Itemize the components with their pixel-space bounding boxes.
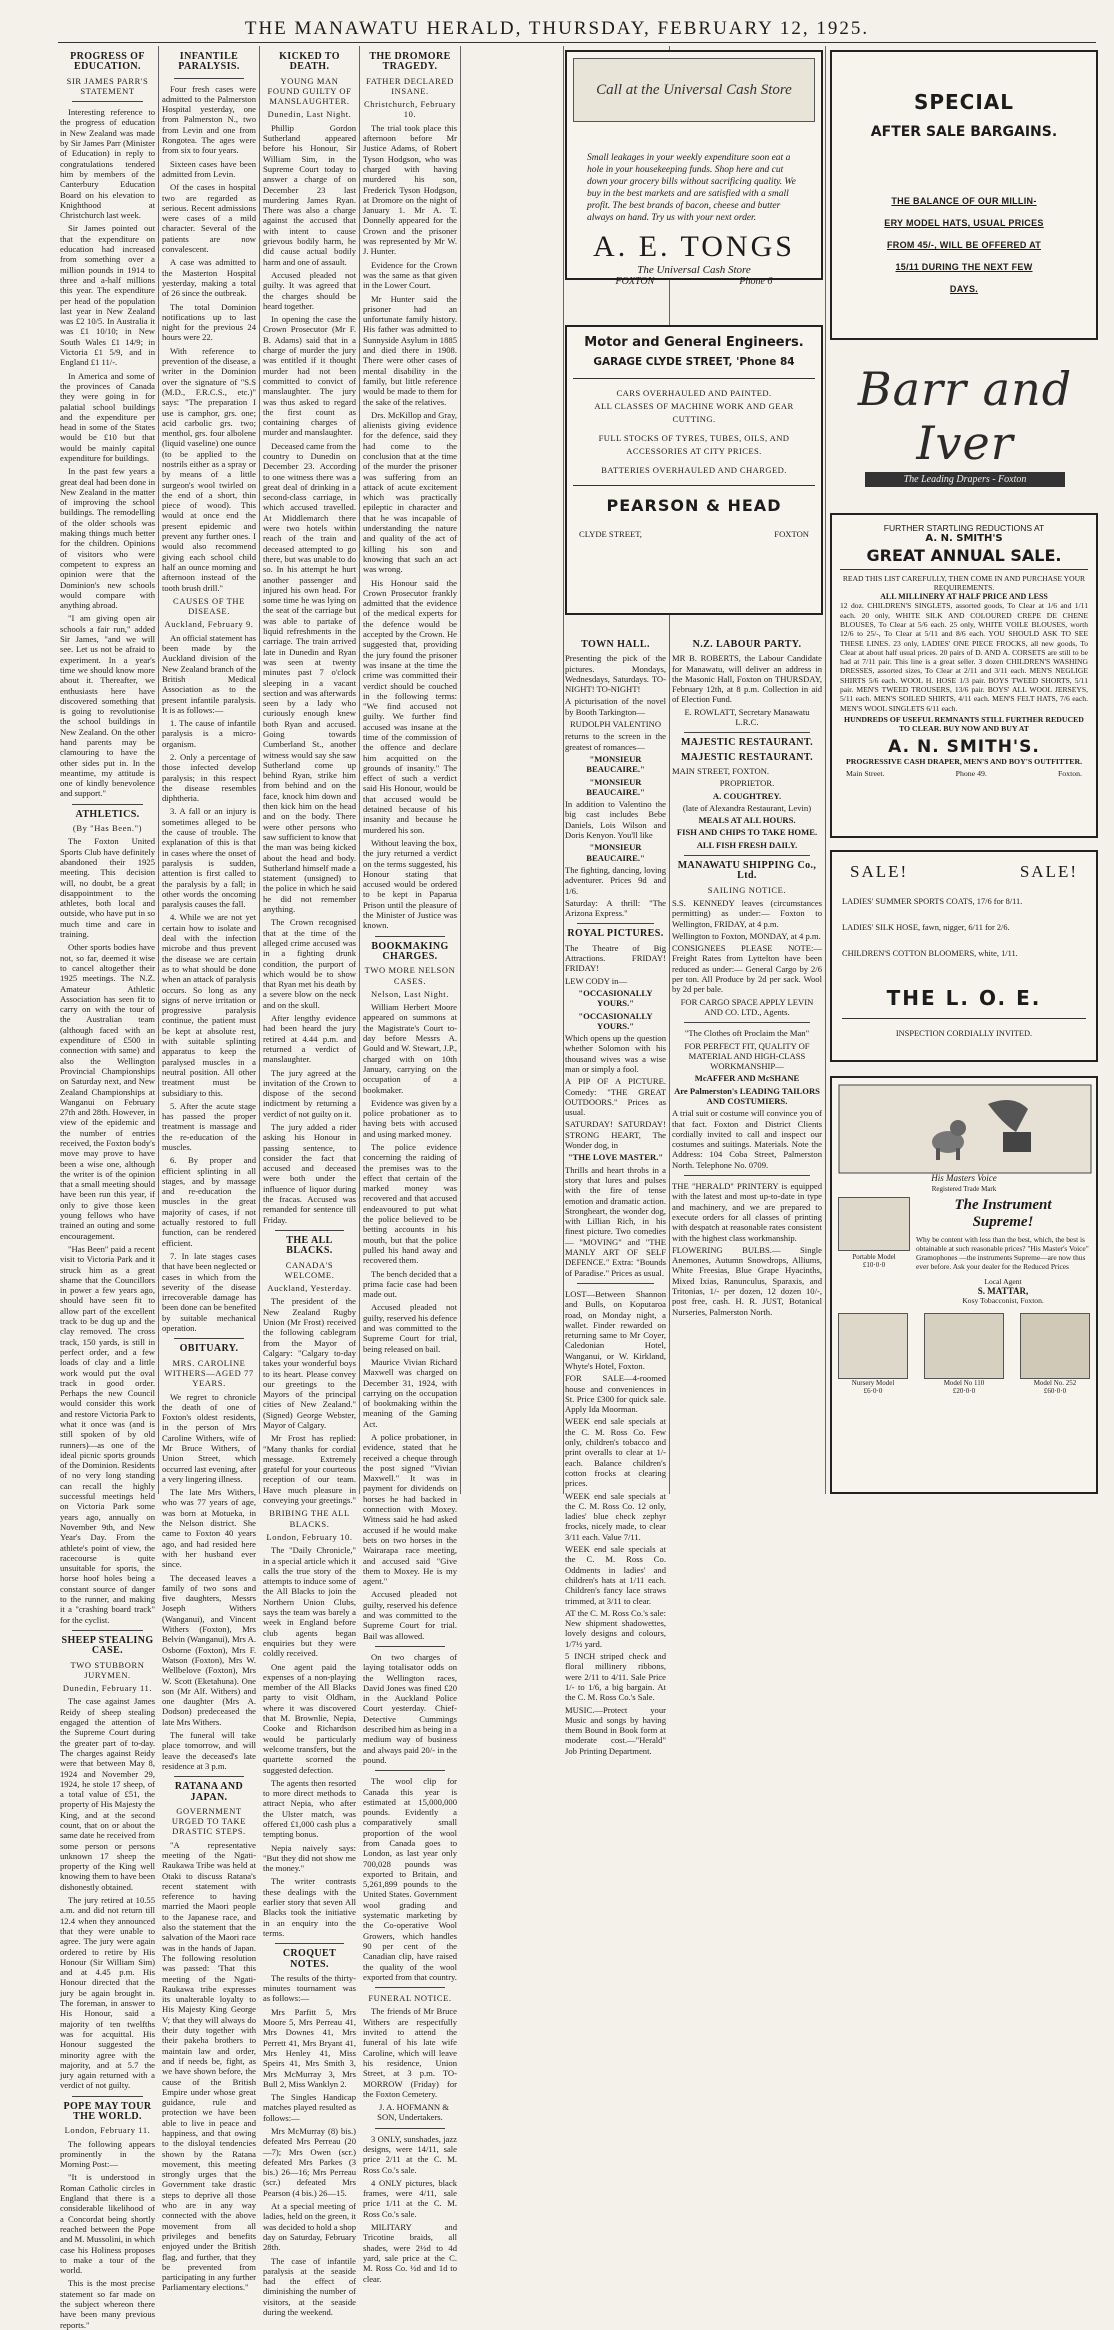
paragraph: With reference to prevention of the disease, a writer in the Dominion over the signature of "S.S (M.D., F.R.C.S., etc.)" says: "The preparation I use is camphor, grs. one; acid carbolic grs. two; menthol, grs. four albolene (liquid vaseline) one ounce (to be applied to the nostrils either as a spray or by means of a little surgeon's wool twirled on the end of a short, thin piece of wood). This would at once end the present epidemic and prevent any further ones. I would also recommend giving each school child half an ounce morning and afternoon instead of the tooth brush drill.": [162, 345, 256, 593]
film-title: "THE LOVE MASTER.": [567, 1152, 664, 1163]
pearson-sub: GARAGE CLYDE STREET, 'Phone 84: [593, 356, 795, 368]
paragraph: Are Palmerston's LEADING TAILORS AND COSTUMIERS.: [674, 1085, 820, 1106]
model-price: £6·0·0: [863, 1387, 883, 1395]
paragraph: In America and some of the provinces of Canada they were going in for palatial school buildings and the expenditure per head in some of the States would be £10 but that would be mainly capital expenditure for buildings.: [60, 370, 155, 463]
model-name: Model No 110: [943, 1379, 985, 1387]
smith-name-big: A. N. SMITH'S.: [888, 736, 1040, 757]
paragraph: The following appears prominently in the Morning Post:—: [60, 2138, 155, 2170]
dateline: Dunedin, February 11.: [62, 1683, 153, 1694]
hmv-body: Why be content with less than the best, which, the best is obtainable at such reasonable prices? "His Master's Voice" Gramophones —the instruments Supreme—are now thus ever before. Ask your dealer for the Reduced Prices: [916, 1235, 1089, 1271]
subheadline: CANADA'S WELCOME.: [284, 1259, 335, 1280]
paragraph: The bench decided that a prima facie case had been made out.: [363, 1268, 457, 1300]
paragraph: Accused pleaded not guilty, reserved his defence and was committed to the Supreme Court for trial. Bail was allowed.: [363, 1589, 457, 1641]
headline: PROGRESS OF EDUCATION.: [70, 51, 145, 73]
masthead-rule: [58, 42, 1096, 43]
tongs-body: Small leakages in your weekly expenditure soon eat a hole in your housekeeping funds. Shop here and cut down your grocery bills without sacrificing quality. We buy in the best markets and are satisfied with a small profit. The best brands of bacon, cheese and butter always on hand. Try us with your next order.: [587, 153, 796, 223]
paragraph: 1. The cause of infantile paralysis is a micro-organism.: [162, 718, 256, 749]
column-rule: [359, 46, 360, 1494]
paragraph: 2. Only a percentage of those infected develop paralysis; in this respect the disease resembles diphtheria.: [162, 752, 256, 804]
divider: [375, 1646, 445, 1647]
tailor-name: McAFFER AND McSHANE: [694, 1073, 800, 1084]
pearson-head-advert: [565, 325, 823, 615]
nursery-gramophone-icon: [838, 1313, 908, 1379]
paragraph: This is the most precise statement so far made on the subject whereon there have been many previous reports.": [60, 2278, 155, 2330]
smith-name-small: A. N. SMITH'S: [925, 533, 1003, 544]
subheadline: FUNERAL NOTICE.: [368, 1993, 452, 2004]
divider: [577, 1283, 654, 1284]
film-title: "OCCASIONALLY YOURS.": [578, 987, 653, 1009]
subheadline: MRS. CAROLINE WITHERS—AGED 77 YEARS.: [164, 1357, 254, 1389]
paragraph: returns to the screen in the greatest of romances—: [565, 731, 666, 752]
paragraph: Interesting reference to the progress of education in New Zealand was made by Sir James Parr (Minister of Education) in reply to congratulations tendered him by members of the Canterbury Education Board on his elevation to Knighthood at Christchurch last week.: [60, 107, 155, 221]
smith-head: ALL MILLINERY AT HALF PRICE AND LESS: [880, 592, 1048, 602]
paragraph: Other sports bodies have not, so far, deemed it wise to cancel altogether their 1925 meetings. The N.Z. Amateur Athletic Association has seen fit to carry on with the tour of the Australian team (although faced with an expenditure of £500 in connection with same) and also the Wellington Provincial Championships on Saturday next, and New Zealand Championships at Wanganui on February 27th and 28th. However, in view of the epidemic and the number of entries received, the Foxton body's move may prove to have been a wise one, although the writer is of the opinion that a small meeting should have been run this year, if only to give those keen young fellows who have trained an outing and some encouragement.: [60, 942, 155, 1241]
paragraph: The Theatre of Big Attractions. FRIDAY! FRIDAY!: [565, 942, 666, 974]
special-line: ERY MODEL HATS, USUAL PRICES: [884, 218, 1044, 228]
tongs-advert: [565, 50, 823, 287]
dateline: London, February 11.: [64, 2125, 151, 2136]
column-rule: [158, 46, 159, 1494]
film-title: "MONSIEUR BEAUCAIRE.": [586, 776, 645, 797]
model-price: £20·0·0: [952, 1387, 976, 1395]
divider: [375, 1770, 445, 1771]
loe-name: THE L. O. E.: [886, 986, 1042, 1010]
column-rule: [825, 46, 826, 1494]
smith-foot: HUNDREDS OF USEFUL REMNANTS STILL FURTHER REDUCED TO CLEAR. BUY NOW AND BUY AT: [844, 714, 1084, 734]
paragraph: An official statement has been made by the Auckland division of the New Zealand branch of the British Medical Association as to the present infantile paralysis. It is as follows:—: [162, 632, 256, 715]
pearson-title: Motor and General Engineers.: [584, 335, 804, 350]
paragraph: The Foxton United Sports Club have definitely abandoned their 1925 meeting. This decision will, no doubt, be a great disappointment to the athletes, both local and outside, who have put in so much time and care in training.: [60, 836, 155, 940]
special-line: THE BALANCE OF OUR MILLIN-: [891, 196, 1037, 206]
paragraph: MEALS AT ALL HOURS.: [698, 815, 796, 826]
column-1: [60, 48, 156, 2330]
signature: J. A. HOFMANN & SON, Undertakers.: [377, 2102, 449, 2123]
paragraph: The total Dominion notifications up to last night for the previous 24 hours were 22.: [162, 301, 256, 343]
sale-item: LADIES' SUMMER SPORTS COATS, 17/6 for 8/11.: [842, 897, 1023, 906]
subheadline: SIR JAMES PARR'S STATEMENT: [66, 75, 149, 96]
tongs-place: FOXTON: [615, 276, 655, 287]
sale-item: CHILDREN'S COTTON BLOOMERS, white, 1/11.: [842, 949, 1018, 958]
paragraph: The president of the New Zealand Rugby Union (Mr Frost) received the following cablegram from the Mayor of Calgary: "Calgary to-day takes your wonderful boys to its heart. Please convey our greetings to the Mayors of the principal cities of New Zealand." (Signed) George Webster, Mayor of Calgary.: [263, 1296, 356, 1430]
headline: POPE MAY TOUR THE WORLD.: [63, 2100, 152, 2122]
paragraph: Mr Hunter said the prisoner had an unfortunate family history. His father was admitted to Sunnyside Asylum in 1885 and died there in 1908. There were other cases of mental disability in the family, but little reference would be made to them for the sake of the relatives.: [363, 293, 457, 407]
dateline: Auckland, Yesterday.: [267, 1283, 352, 1294]
paragraph: FISH AND CHIPS TO TAKE HOME.: [676, 827, 818, 838]
paragraph: After lengthy evidence had been heard the jury retired at 4.44 p.m. and returned a verdict of manslaughter.: [263, 1013, 356, 1065]
divider: [577, 923, 654, 924]
film-title: "MONSIEUR BEAUCAIRE.": [586, 842, 645, 863]
divider: [275, 1230, 344, 1231]
special-title: SPECIAL: [913, 90, 1015, 114]
headline: INFANTILE PARALYSIS.: [178, 51, 240, 73]
paragraph: The Crown recognised that at the time of the alleged crime accused was in a fighting drunk condition, the purport of which would be to show that Ryan met his death by a severe blow on the neck and on the skull.: [263, 917, 356, 1010]
paragraph: The case against James Reidy of sheep stealing engaged the attention of the Supreme Court during the greater part of to-day. The charges against Reidy were that between May 8, 1924 and November 29, 1924, he stole 17 sheep, of a total value of £51, the property of His Majesty the King, and at the second count, that on or about the same date he received from some person or persons unknown 17 sheep the property of the King well knowing them to have been dishonestly obtained.: [60, 1696, 155, 1892]
paragraph: In opening the case the Crown Prosecutor (Mr F. B. Adams) said that in a charge of murder the jury was entitled if it thought murder had not been committed to convict of manslaughter. The jury was thus asked to regard the first count as containing charges of murder and manslaughter.: [263, 314, 356, 438]
smith-title: GREAT ANNUAL SALE.: [866, 546, 1062, 565]
paragraph: PROPRIETOR.: [719, 778, 775, 789]
hmv-agent-label: Local Agent: [984, 1277, 1022, 1286]
column-5: [565, 636, 666, 1756]
smith-street: Main Street.: [846, 768, 885, 778]
headline: ATHLETICS.: [75, 808, 140, 820]
paragraph: The writer contrasts these dealings with the earlier story that seven All Blacks took the initiative in an enquiry into the terms.: [263, 1876, 356, 1938]
divider: [684, 732, 810, 733]
special-bargains-advert: [830, 50, 1098, 340]
column-4: [363, 48, 457, 2284]
smith-sale-advert: [830, 513, 1098, 838]
divider: [72, 1630, 143, 1631]
divider: [275, 1943, 344, 1944]
paragraph: At a special meeting of ladies, held on the green, it was decided to hold a shop day on Saturday, February 28th.: [263, 2201, 356, 2253]
classified: WEEK end sale specials at the C. M. Ross Co. Few only, children's tobacco and print overalls to clear at 1/- each. Balance children's cotton frocks at clearing prices.: [565, 1416, 666, 1489]
signature: E. ROWLATT, Secretary Manawatu L.R.C.: [684, 706, 810, 728]
paragraph: The jury agreed at the invitation of the Crown to dispose of the second indictment by returning a verdict of not guilty on it.: [263, 1067, 356, 1119]
masthead-title: THE MANAWATU HERALD, THURSDAY, FEBRUARY 12, 1925.: [244, 18, 870, 39]
tongs-tagline: The Universal Cash Store: [637, 264, 751, 276]
column-3: [263, 48, 357, 2318]
paragraph: On two charges of laying totalisator odds on the Wellington races, David Jones was fined £20 in the Auckland Police Court yesterday. Chief-Detective Cummings described him as being in a medium way of business and always paid 20/- in the pound.: [363, 1651, 457, 1765]
column-rule: [563, 46, 564, 1494]
special-subtitle: AFTER SALE BARGAINS.: [870, 124, 1058, 140]
paragraph: Nepia naively says: "But they did not show me the money.": [263, 1842, 356, 1874]
paragraph: The Singles Handicap matches played resulted as follows:—: [263, 2092, 356, 2123]
sale-heading: SALE!: [850, 862, 909, 881]
loe-sale-advert: [830, 850, 1098, 1062]
proprietor-name: A. COUGHTREY.: [712, 790, 782, 801]
barr-iver-logo: Barr and Iver: [857, 362, 1073, 470]
paragraph: (late of Alexandra Restaurant, Levin): [682, 802, 812, 813]
model-name: Model No. 252: [1033, 1379, 1077, 1387]
paragraph: The deceased leaves a family of two sons and five daughters, Messrs Joseph Withers (Wanganui), and Vincent Withers (Foxton), Mrs Belvin (Wanganui), Mrs A. Osborne (Foxton), Mrs F. Watson (Foxton), Mrs W. Wellbelove (Foxton), Mrs W. Scott (Eketahuna). One son (Mr Alf. Withers) and one daughter (Mrs A. Dodson) predeceased the late Mrs Withers.: [162, 1572, 256, 1727]
hmv-title: Supreme!: [972, 1214, 1034, 1230]
headline: SHEEP STEALING CASE.: [61, 1634, 154, 1657]
paragraph: FOR CARGO SPACE APPLY LEVIN AND CO. LTD., Agents.: [680, 996, 814, 1017]
classified: FLOWERING BULBS.— Single Anemones, Autumn Snowdrops, Alliums, White Freesias, Blue Grape Hyacinths, Mixed Ixias, Ranunculus, Sparaxis, and Tritonias, 1/- per dozen, 12 dozen 10/-, post free, cash. H. R. JUST, Botanical Nurseries, Palmerston North.: [672, 1244, 822, 1317]
barr-iver-banner: The Leading Drapers - Foxton: [865, 472, 1065, 487]
paragraph: In the past few years a great deal had been done in New Zealand in the matter of improving the school buildings. The remodelling of the older schools was making things much better for the children. Opinions of visitors who were competent to express an opinion were that the Dominion's new schools would compare with anything abroad.: [60, 466, 155, 611]
paragraph: A case was admitted to the Masterton Hospital yesterday, making a total of 26 since the outbreak.: [162, 257, 256, 299]
pearson-street: CLYDE STREET,: [579, 529, 642, 539]
paragraph: "A representative meeting of the Ngati-Raukawa Tribe was held at Otaki to discuss Ratana's recent statement with reference to having married the Maori people to the Japanese race, and also the statement that the salvation of the Maori race was in the hands of Japan. The following resolution was passed: 'That this meeting of the Ngati-Raukawa tribe expresses its unalterable loyalty to His Majesty King George V; that they will always do their duty together with their pakeha brothers to maintain law and order, and if needs be, fight, as we have shown before, the cause of the British Empire under whose great guidance, rule and protection we have been able to live in peace and happiness, and that owing to the disloyal tendencies shown by the Ratana movement, this meeting strongly urges that the Government take drastic steps to deprive all those who are in any way connected with the above movement from all privileges and benefits enjoyed under the British flag, and further, that they be prevented from participating in any further Parliamentary elections.": [162, 1839, 256, 2293]
smith-items: 12 doz. CHILDREN'S SINGLETS, assorted goods, To Clear at 1/6 and 1/11 each. 20 only, WHITE SILK AND COLOURED CREPE DE CHENE BLOUSES, To Clear at 5/6 each. 25 only, WHITE VOILE BLOUSES, worth 12/6 to 25/-, To Clear at 5/11 and 8/6 each. YOU SHOULD ASK TO SEE THESE LINES. 23 only, LADIES' ONE PIECE FROCKS, all new goods, To Clear at about half usual prices. 20 pairs of D. AND A. CORSETS are still to be had at 7/11 pair. This line is a great seller. 3 dozen CHILDREN'S WASHING DRESSES, assorted sizes, To Clear at 2/11 and 3/11 each. MEN'S NEGLIGE SHIRTS 5/6 each. WOOL H. HOSE 1/3 pair. BOYS TWEED SHORTS, 5/11 pair. MEN'S TWEED TROUSERS, 13/6 pair. BOYS' ALL WOOL JERSEYS, 5/11 each. MEN'S SOILED SHIRTS, 4/11 each. MEN'S FELT HATS, 7/6 each. MEN'S WOOL SINGLETS 6/11 each.: [840, 601, 1088, 713]
headline: N.Z. LABOUR PARTY.: [692, 639, 802, 650]
model-price: £10·0·0: [862, 1261, 886, 1269]
film-title: "OCCASIONALLY YOURS.": [578, 1010, 653, 1031]
paragraph: "It is understood in Roman Catholic circles in England that there is a considerable likelihood of a Concordat being shortly reached between the Pope and M. Mussolini, in which case his Holiness proposes to make a tour of the world.: [60, 2172, 156, 2276]
headline: MAJESTIC RESTAURANT.: [680, 751, 814, 763]
smith-phone: Phone 49.: [955, 768, 987, 778]
film-title: "MONSIEUR BEAUCAIRE.": [586, 753, 645, 775]
paragraph: Which opens up the question whether Solomon with his thousand wives was a wise man or simply a fool.: [565, 1033, 666, 1074]
paragraph: The case of infantile paralysis at the seaside had the effect of diminishing the number of visitors, at the seaside during the weekend.: [263, 2255, 356, 2318]
headline: CROQUET NOTES.: [282, 1948, 337, 1970]
paragraph: 5. After the acute stage has passed the proper treatment is massage and the re-education of the muscles.: [162, 1100, 256, 1152]
paragraph: Accused pleaded not guilty, reserved his defence and was committed to the Supreme Court for trial, being released on bail.: [363, 1302, 457, 1354]
paragraph: Presenting the pick of the pictures. Mondays, Wednesdays, Saturdays. TO-NIGHT! TO-NIGHT!: [565, 653, 666, 695]
cabinet-gramophone-icon: [924, 1313, 1004, 1379]
paragraph: Mrs Parfitt 5, Mrs Moore 5, Mrs Perreau 41, Mrs Downes 41, Mrs Perrett 41, Mrs Bryant 41, Mrs Henley 41, Miss Speirs 41, Mrs Smith 3, Mrs McMurray 3, Mrs Bull 2, Miss Wanklyn 2.: [263, 2006, 356, 2089]
paragraph: The results of the thirty-minutes tournament was as follows:—: [263, 1972, 356, 2004]
hmv-title: The Instrument: [954, 1197, 1052, 1213]
headline: RATANA AND JAPAN.: [174, 1781, 244, 1803]
paragraph: RUDOLPH VALENTINO: [569, 719, 662, 730]
barr-iver-advert: [835, 362, 1095, 485]
smith-pre: FURTHER STARTLING REDUCTIONS AT: [883, 523, 1045, 533]
dateline: London, February 10.: [266, 1531, 353, 1542]
paragraph: A picturisation of the novel by Booth Tarkington—: [565, 696, 666, 717]
classified: WEEK end sale specials at the C. M. Ross Co. Oddments in ladies' and children's hats at 1/11 each. Children's fancy lace straws trimmed, at 3/11 to clear.: [565, 1544, 666, 1606]
paragraph: The jury retired at 10.55 a.m. and did not return till 12.4 when they announced that they were unable to agree. The jury were again ordered to retire by His Honour (Sir William Sim) and at 4.45 p.m. His Honour directed that the jury be again brought in. The foreman, in answer to His Honour, said a majority of ten twelfths was for acquittal. His Honour suggested the minority agree with the majority, and at 5.7 the jury again returned with a verdict of not guilty.: [60, 1895, 155, 2091]
paragraph: We regret to chronicle the death of one of Foxton's oldest residents, in the person of Mrs Caroline Withers, wife of Mr Bruce Withers, of Union Street, which occurred last evening, after a very lingering illness.: [162, 1391, 256, 1484]
dog-gramophone-icon: [838, 1084, 1092, 1174]
pearson-line: FULL STOCKS OF TYRES, TUBES, OILS, AND ACCESSORIES AT CITY PRICES.: [598, 433, 790, 456]
hmv-advert: [830, 1076, 1098, 1494]
paragraph: Sir James pointed out that the expenditure on education had increased from something over a million pounds in 1914 to three and a-half millions this year. The expenditure per head of the population last year in New Zealand was £2 10/5. In Australia it was £1 10/10; in New South Wales £1 14/9; in Victoria £1 5/9, and in England £1 11/-.: [60, 223, 155, 368]
classified: 3 ONLY, sunshades, jazz designs, were 14/11, sale price 2/11 at the C. M. Ross Co.'s sale.: [363, 2133, 457, 2175]
paragraph: Mrs McMurray (8) bis.) defeated Mrs Perreau (20—7); Mrs Owen (scr.) defeated Mrs Parkes (3 bis.) 26—16; Mrs Perreau (scr.) defeated Mrs Pearson (4 bis.) 26—15.: [263, 2126, 356, 2198]
pearson-line: CARS OVERHAULED AND PAINTED.: [616, 388, 772, 398]
paragraph: CONSIGNEES PLEASE NOTE:— Freight Rates from Lyttelton have been reduced as under:— General Cargo by 2/6 per ton. All Produce by 2d per sack. Wool by 2d per bale.: [672, 943, 822, 995]
dateline: Dunedin, Last Night.: [267, 109, 352, 120]
hmv-trademark: Registered Trade Mark: [931, 1185, 997, 1193]
paragraph: 6. By proper and efficient splinting in all stages, and by massage and re-education the muscles in the great majority of cases, if not actually restored to full function, can be rendered efficient.: [162, 1155, 256, 1248]
subheadline: GOVERNMENT URGED TO TAKE DRASTIC STEPS.: [171, 1805, 247, 1837]
paragraph: Thrills and heart throbs in a story that lures and pulses with the fire of tense emotion and dramatic action. Strongheart, the wonder dog, with Lillian Rich, in his finest picture. Two comedies— "MOVING" and "THE MANLY ART OF SELF DEFENCE." Extra: "Bounds of Paradise." Prices as usual.: [565, 1164, 666, 1278]
paragraph: Sixteen cases have been admitted from Levin.: [162, 158, 256, 179]
masthead: [0, 0, 1114, 39]
paragraph: MAIN STREET, FOXTON.: [672, 765, 770, 776]
tongs-phone: Phone 6: [739, 276, 773, 287]
portable-gramophone-icon: [838, 1197, 910, 1251]
pearson-name: PEARSON & HEAD: [606, 496, 782, 515]
classified: AT the C. M. Ross Co.'s sale: New shipment shadowettes, lovely designs and colours, 1/7½ yard.: [565, 1607, 666, 1649]
paragraph: 7. In late stages cases that have been neglected or cases in which from the severity of the disease irrecoverable damage has been done can be benefited by suitable mechanical operation.: [162, 1250, 257, 1334]
smith-intro: READ THIS LIST CAREFULLY, THEN COME IN AND PURCHASE YOUR REQUIREMENTS.: [842, 574, 1086, 593]
classified: LOST—Between Shannon and Bulls, on Koputaroa road, on Monday night, a wallet. Finder rewarded on returning same to Mr Coyer, Caledonian Hotel, Wanganui, or W. Kirkland, Whyte's Hotel, Foxton.: [565, 1288, 666, 1371]
paragraph: Without leaving the box, the jury returned a verdict on the terms suggested, his Honour stating that accused would be ordered to be kept in Paparua Prison until the pleasure of the Minister of Justice was known.: [363, 837, 457, 931]
paragraph: His Honour said the Crown Prosecutor frankly admitted that the evidence of the medical experts for the defence would be accepted by the Crown. He suggested that, providing the jury found the prisoner was insane at the time the crime was committed their verdict should be couched in the following terms: "We find accused not guilty. We further find accused was insane at the time of the commission of the offence and declare him acquitted on the grounds of insanity." The effect of such a verdict said His Honour, would be that accused would be detained because of his insanity and because he murdered his son.: [363, 577, 457, 835]
divider: [174, 78, 244, 79]
sale-item: LADIES' SILK HOSE, fawn, nigger, 6/11 for 2/6.: [842, 923, 1010, 932]
paragraph: Mr Frost has replied: "Many thanks for cordial message. Extremely grateful for your courteous reception of our team. Have much pleasure in conveying your greetings.": [263, 1433, 357, 1506]
tongs-script-banner: Call at the Universal Cash Store: [573, 58, 815, 122]
classified: MUSIC.—Protect your Music and songs by having them Bound in Book form at moderate cost.—"Herald" Job Printing Department.: [565, 1704, 666, 1756]
divider: [72, 804, 143, 805]
hmv-agent: S. MATTAR,: [977, 1286, 1029, 1296]
headline: THE DROMORE TRAGEDY.: [369, 51, 451, 73]
model-price: £60·0·0: [1043, 1387, 1067, 1395]
divider: [684, 1175, 810, 1176]
paragraph: Accused pleaded not guilty. It was agreed that the charges should be heard together.: [263, 269, 356, 311]
pearson-line: BATTERIES OVERHAULED AND CHARGED.: [601, 465, 787, 475]
divider: [684, 855, 810, 856]
paragraph: The wool clip for Canada this year is estimated at 15,000,000 pounds. Evidently a comparatively small proportion of the wool from Canada goes to London, as last year only 700,028 pounds was exported to Britain, and 5,261,899 pounds to the United States. Government wool grading and systematic marketing by the Co-operative Wool Growers, which handles 90 per cent of the Canadian clip, have raised the quality of the wool exported from that country.: [363, 1776, 457, 1982]
divider: [684, 1022, 810, 1023]
headline: TOWN HALL.: [581, 639, 650, 650]
paragraph: SATURDAY! SATURDAY! STRONG HEART, The Wonder dog, in: [565, 1119, 666, 1151]
console-gramophone-icon: [1020, 1313, 1090, 1379]
subheadline: YOUNG MAN FOUND GUILTY OF MANSLAUGHTER.: [267, 75, 352, 107]
paragraph: Deceased came from the country to Dunedin on December 23. According to one witness there was a great deal of drinking in a second-class carriage, in which accused travelled. At Middlemarch there were two hotels within reach of the train and deceased attempted to go there, but was unable to do so. In his attempt he hurt another passenger and injured his own head. For some time he was lying on the seat of the carriage but was able to partake of liquid refreshments in the carriage. The train arrived late in Dunedin and Ryan was seen at twenty minutes past 7 o'clock sleeping in a vacant section and was afterwards seen by a lady who curiously enough knew both Ryan and accused. Going towards Cumberland St., another witness would say she saw Sutherland come up behind Ryan, strike him from behind and on the face, knock him down and then kick him on the head and on the body. There were other persons who saw sufficient to know that the man was being kicked about the head and body. Sutherland himself made a statement (unsigned) to the police in which he said he did not remember anything.: [263, 440, 356, 915]
headline: BOOKMAKING CHARGES.: [371, 940, 449, 962]
paragraph: A police probationer, in evidence, stated that he received a cheque through the post signed "Vivian Maxwell." It was in payment for dividends on horses he had backed in connection with Moxey. Witness said he had asked accused if he would make bets on two horses in the Wairarapa race meeting, and accused said "Give them to Moxey. He is my agent.": [363, 1432, 457, 1587]
paragraph: 4. While we are not yet certain how to isolate and deal with the infection microbe and thus prevent the disease we are certain as to what should be done when an attack of paralysis occurs. So long as any signs of nerve irritation or progressive paralysis continue, the patient must be kept at absolute rest, with suitable splinting apparatus to keep the paralysed muscles in a neutral position. All other treatment must be subsidiary to this.: [162, 912, 256, 1098]
loe-foot: INSPECTION CORDIALLY INVITED.: [895, 1029, 1033, 1038]
paragraph: A PIP OF A PICTURE. Comedy: "THE GREAT OUTDOORS." Prices as usual.: [565, 1076, 666, 1118]
paragraph: MR B. ROBERTS, the Labour Candidate for Manawatu, will deliver an address in the Masonic Hall, Foxton on THURSDAY, February 12th, at 8 p.m. Collection in aid of Election Fund.: [672, 653, 822, 705]
column-rule: [460, 46, 461, 1494]
classified: 4 ONLY pictures, black frames, were 4/11, sale price 1/11 at the C. M. Ross Co.'s sale.: [363, 2177, 457, 2219]
subheadline: BRIBING THE ALL BLACKS.: [269, 1508, 350, 1529]
paragraph: The friends of Mr Bruce Withers are respectfully invited to attend the funeral of his late wife Caroline, which will leave his residence, Union Street, at 3 p.m. TO-MORROW (Friday) for the Foxton Cemetery.: [363, 2006, 457, 2099]
classified: WEEK end sale specials at the C. M. Ross Co. 12 only, ladies' blue check zephyr frocks, nicely made, to clear 3/11 each. Value 7/11.: [565, 1490, 666, 1542]
paragraph: "The Clothes oft Proclaim the Man": [684, 1028, 810, 1039]
model-name: Nursery Model: [851, 1379, 895, 1387]
paragraph: In addition to Valentino the big cast includes Bebe Daniels, Lois Wilson and Doris Kenyon. You'll like: [565, 799, 666, 841]
tongs-name: A. E. TONGS: [593, 230, 795, 263]
byline: (By "Has Been."): [72, 823, 143, 834]
pearson-town: FOXTON: [774, 529, 809, 539]
headline: MANAWATU SHIPPING Co., Ltd.: [677, 860, 817, 882]
column-2: [162, 48, 257, 2293]
special-line: 15/11 DURING THE NEXT FEW: [895, 262, 1033, 272]
special-line: DAYS.: [949, 284, 979, 294]
divider: [174, 1776, 244, 1777]
paragraph: "I am giving open air schools a fair run," added Sir James, "and we will see. Let us not be afraid to experiment. In a year's time we should know more about it. Thereafter, we enthusiasts here have discovered something that is going to revolutionise the school buildings in New Zealand. On the other hand parents may be clamouring to have the other sides put in. In the meantime, my attitude is one of kindly benevolence and support.": [60, 613, 155, 799]
paragraph: FOR PERFECT FIT, QUALITY OF MATERIAL AND HIGH-CLASS WORKMANSHIP—: [684, 1040, 810, 1072]
paragraph: Four fresh cases were admitted to the Palmerston Hospital yesterday, one from Palmerston N., two from Levin and one from Rongotea. The ages were from six to four years.: [162, 83, 256, 156]
divider: [375, 2128, 445, 2129]
paragraph: Drs. McKillop and Gray, alienists giving evidence for the defence, said they had come to the conclusion that at the time of the murder the prisoner was suffering from an attack of acute excitement which was practically epileptic in character and that he was incapable of understanding the nature and quality of the act of killing his son and knowing that such an act was wrong.: [363, 409, 457, 575]
paragraph: ALL FISH FRESH DAILY.: [696, 839, 798, 850]
classified: MILITARY and Tricotine braids, all shades, were 2½d to 4d yard, sale price at the C. M. Ross Co. ½d and 1d to clear.: [363, 2222, 457, 2284]
paragraph: Maurice Vivian Richard Maxwell was charged on December 31, 1924, with carrying on the occupation of bookmaking within the meaning of the Gaming Act.: [363, 1356, 457, 1429]
paragraph: One agent paid the expenses of a non-playing member of the All Blacks party to visit Oldham, where it was discovered that M. Brownlie, Nepia, Cooke and Richardson would be particularly welcome transfers, but the quartette scorned the suggested defection.: [263, 1661, 356, 1775]
subheadline: TWO STUBBORN JURYMEN.: [70, 1659, 145, 1680]
paragraph: The late Mrs Withers, who was 77 years of age, was born at Motueka, in the Nelson district. She came to Foxton 40 years ago, and had resided here with her husband ever since.: [162, 1487, 256, 1570]
headline: THE ALL BLACKS.: [286, 1234, 333, 1257]
headline: ROYAL PICTURES.: [567, 928, 664, 940]
paragraph: The jury added a rider asking his Honour in passing sentence, to consider the fact that accused and deceased were both under the influence of liquor during the fracas. Accused was remanded for sentence till Friday.: [263, 1121, 356, 1225]
paragraph: The trial took place this afternoon before Mr Justice Adams, of Robert Tyson Hodgson, who was charged with having murdered his son, Frederick Tyson Hodgson, at Dromore on the night of January 1. Mr A. T. Donnelly appeared for the Crown and the prisoner was represented by Mr W. J. Hunter.: [363, 122, 457, 257]
dateline: Christchurch, February 10.: [363, 99, 457, 120]
paragraph: The police evidence concerning the raiding of the premises was to the effect that certain of the marked money was recovered and that accused endeavoured to put what the police believed to be betting accounts in his mouth, but that the police pulled his hand away and recovered them.: [363, 1141, 457, 1266]
subheadline: SAILING NOTICE.: [707, 884, 787, 895]
smith-desc: PROGRESSIVE CASH DRAPER, MEN'S AND BOY'S OUTFITTER.: [845, 756, 1083, 766]
pearson-line: ALL CLASSES OF MACHINE WORK AND GEAR CUTTING.: [594, 401, 794, 424]
dateline: Nelson, Last Night.: [371, 988, 449, 999]
classified: 5 INCH striped check and floral millinery ribbons, were 2/11 to 4/11. Sale Price 1/- to 1/6, a big bargain. At the C. M. Ross Co.'s Sale.: [565, 1651, 666, 1703]
paragraph: "Has Been" paid a recent visit to Victoria Park and it struck him as a great shame that the Councillors in power a few years ago, should have seen fit to allow part of the excellent track to be dug up and the clay removed. The cross track, 150 yards, is still in perfect order, and a few loads of clay and a little work would put the oval track in good order. Perhaps the new Council would consider this work and restore Victoria Park to what it once was (and is still spoken of by old runners)—as one of the ideal picnic sports grounds of the Dominion. Residents of no very long standing can recall the highly successful meetings held on Victoria Park some years ago, annually on November 9th, and New Year's Day. From the athlete's point of view, the racecourse is quite unsuitable for sports, the horse hoof holes being a constant source of danger to the runner, and making it a "crashing board track" for the cyclist.: [60, 1243, 155, 1625]
paragraph: LEW CODY in—: [565, 975, 628, 986]
hmv-brand: His Masters Voice: [931, 1173, 997, 1183]
paragraph: Phillip Gordon Sutherland appeared before his Honour, Sir William Sim, in the Supreme Court today to answer a charge of on December 23 last murdering James Ryan. There was also a charge against the accused that with intent to cause grievous bodily harm, he did cause actual bodily harm and one of assault.: [263, 122, 356, 267]
paragraph: The agents then resorted to more direct methods to attract Nepia, who after the Ulster match, was offered £1,000 cash plus a tempting bonus.: [263, 1777, 356, 1840]
subheadline: FATHER DECLARED INSANE.: [366, 75, 454, 96]
column-6: [672, 636, 822, 1494]
paragraph: Saturday: A thrill: "The Arizona Express.": [565, 897, 666, 919]
smith-town: Foxton.: [1057, 768, 1082, 778]
paragraph: S.S. KENNEDY leaves (circumstances permitting) as under:— Foxton to Wellington, FRIDAY, at 4 p.m.: [672, 897, 822, 929]
subheadline: CAUSES OF THE DISEASE.: [173, 595, 245, 617]
divider: [72, 101, 143, 102]
headline: MAJESTIC RESTAURANT.: [680, 737, 814, 749]
dateline: Auckland, February 9.: [164, 619, 254, 630]
paragraph: Evidence for the Crown was the same as that given in the Lower Court.: [363, 259, 457, 291]
headline: OBITUARY.: [179, 1343, 239, 1355]
hmv-agent-address: Kosy Tobacconist, Foxton.: [962, 1296, 1044, 1305]
divider: [375, 936, 445, 937]
column-rule: [259, 46, 260, 1494]
paragraph: Wellington to Foxton, MONDAY, at 4 p.m.: [672, 930, 821, 941]
special-line: FROM 45/-, WILL BE OFFERED AT: [886, 240, 1042, 250]
classified: FOR SALE—4-roomed house and conveniences in St. Price £300 for quick sale. Apply Ida Moorman.: [565, 1373, 666, 1415]
paragraph: The fighting, dancing, loving adventurer. Prices 9d and 1/6.: [565, 864, 666, 896]
paragraph: The "Daily Chronicle," in a special article which it calls the true story of the attempts to induce some of the All Blacks to join the Northern Union Clubs, says the team was barely a week in England before club agents began enquiries but they were coldly received.: [263, 1545, 356, 1659]
paragraph: Of the cases in hospital two are regarded as serious. Recent admissions were cases of a mild character. Several of the patients are now convalescent.: [162, 182, 256, 255]
paragraph: The funeral will take place tomorrow, and will leave the deceased's late residence at 3 p.m.: [162, 1730, 256, 1771]
paragraph: 3. A fall or an injury is sometimes alleged to be the cause of trouble. The explanation of this is that in cases where the onset of paralysis is sudden, attention is first called to the paralysis by a fall; in other words the oncoming paralysis causes the fall.: [162, 806, 256, 910]
divider: [72, 2096, 143, 2097]
classified: THE "HERALD" PRINTERY is equipped with the latest and most up-to-date in type and machinery, and we are prepared to execute orders for all classes of printing with despatch at reasonable rates consistent with the highest class workmanship.: [672, 1181, 822, 1243]
divider: [174, 1338, 244, 1339]
paragraph: William Herbert Moore appeared on summons at the Magistrate's Court to-day before Messrs A. Gould and W. Stewart, J.P., charged with on 10th January, carrying on the occupation of a bookmaker.: [363, 1002, 457, 1095]
paragraph: Evidence was given by a police probationer as to having bets with accused and using marked money.: [363, 1097, 457, 1139]
subheadline: TWO MORE NELSON CASES.: [364, 965, 456, 986]
headline: KICKED TO DEATH.: [279, 51, 340, 73]
divider: [375, 1987, 445, 1988]
paragraph: A trial suit or costume will convince you of that fact. Foxton and District Clients cordially invited to call and inspect our costumes and suitings. Materials. Note the Address: 104 Coba Street, Palmerston North. Telephone No. 0709.: [672, 1108, 822, 1170]
model-name: Portable Model: [852, 1253, 896, 1261]
sale-heading: SALE!: [1019, 862, 1078, 881]
